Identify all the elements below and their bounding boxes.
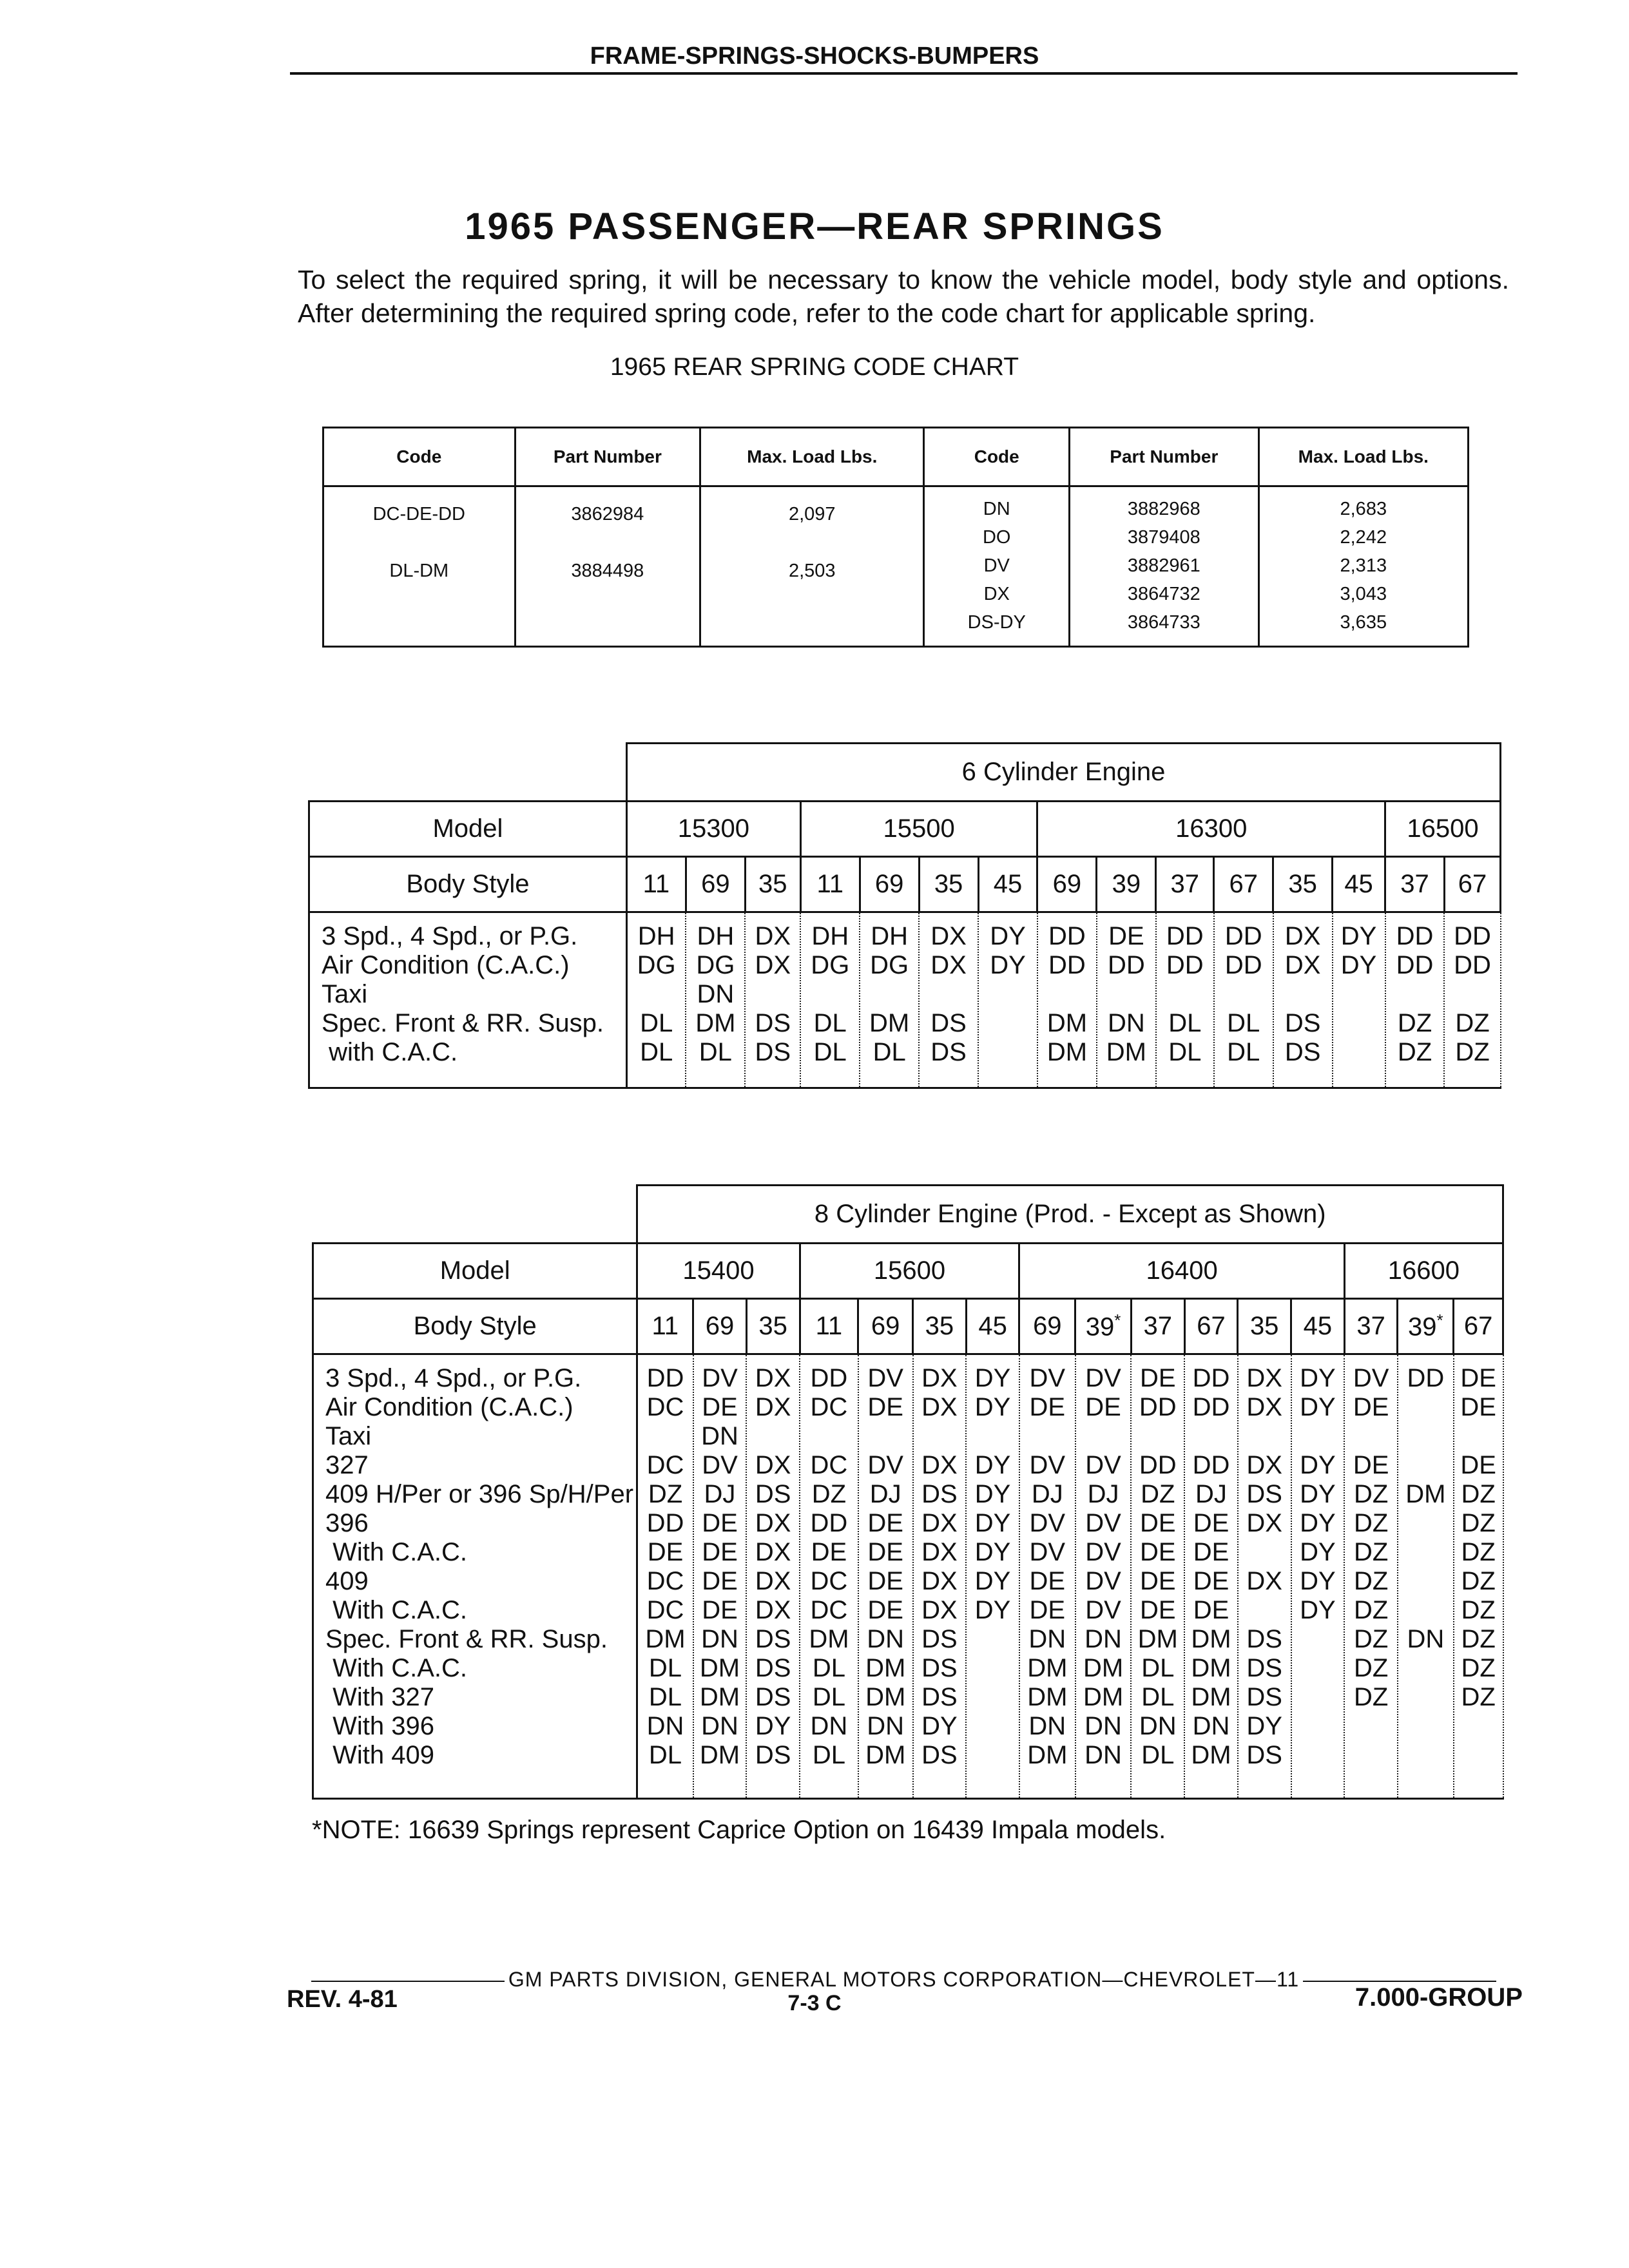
code-chart-title: 1965 REAR SPRING CODE CHART [610,353,1019,381]
code-chart-body-row [323,486,1469,647]
spring-code-column: DV DE DE DZ DZ DZ DZ DZ DZ DZ DZ [1344,1354,1398,1799]
model-label: Model [313,1244,637,1299]
spring-code-column: DY DY DY DY DY DY DY DY [1291,1354,1345,1799]
left-part-numbers: 3862984 3884498 [515,486,700,647]
revision-label: REV. 4-81 [287,1986,398,2013]
footer-rule-left [311,1981,505,1982]
spring-code-column: DX DX DS DS [745,912,800,1088]
body-style: 67 [1444,857,1500,912]
spring-code-column: DD DM DN [1398,1354,1454,1799]
spring-code-column: DV DE DV DJ DV DV DE DE DN DM DM DN DM [1019,1354,1075,1799]
body-style: 45 [1333,857,1385,912]
spring-code-column: DH DG DN DM DL [686,912,745,1088]
spring-code-column: DY DY [1333,912,1385,1088]
six-spring-codes-row [309,912,1501,1088]
spring-code-column: DX DX DX DS DX DX DS DS DS DY DS [1238,1354,1291,1799]
code-header: Code [323,428,516,486]
spring-code-column: DX DX DX DS DX DX DX DX DS DS DS DY DS [746,1354,800,1799]
footer-rule-right [1303,1981,1496,1982]
left-codes: DC-DE-DD DL-DM [323,486,516,647]
spring-code-column: DH DG DL DL [800,912,860,1088]
body-style: 39 [1097,857,1156,912]
spring-code-column: DD DD DZ DZ [1385,912,1445,1088]
eight-engine-row [313,1186,1503,1244]
body-style-label: Body Style [309,857,627,912]
model-label: Model [309,802,627,857]
code-chart-header-row [323,428,1469,486]
spring-code-column: DX DX DS DS [1273,912,1333,1088]
body-style: 35 [1273,857,1333,912]
six-engine-label: 6 Cylinder Engine [626,744,1500,802]
body-style: 45 [966,1299,1019,1354]
asterisk-mark: * [1436,1311,1443,1331]
page-title: 1965 PASSENGER—REAR SPRINGS [465,206,1164,247]
section-header: FRAME-SPRINGS-SHOCKS-BUMPERS [590,43,1039,70]
spring-code-column: DD DD DL DL [1156,912,1214,1088]
page-number: 7-3 C [787,1991,842,2015]
body-style: 67 [1214,857,1273,912]
body-style: 35 [913,1299,967,1354]
body-style: 69 [693,1299,747,1354]
spring-code-column: DD DD DD DJ DE DE DE DE DM DM DM DN DM [1184,1354,1238,1799]
spring-code-column: DX DX DX DS DX DX DX DX DS DS DS DY DS [913,1354,967,1799]
max-load-header: Max. Load Lbs. [700,428,924,486]
body-style: 69 [686,857,745,912]
body-style: 45 [1291,1299,1345,1354]
body-style: 37 [1385,857,1445,912]
body-style: 35 [1238,1299,1291,1354]
six-engine-row [309,744,1501,802]
spring-code-column: DD DC DC DZ DD DE DC DC DM DL DL DN DL [637,1354,693,1799]
option-labels: 3 Spd., 4 Spd., or P.G. Air Condition (C.A.C.) Taxi 327 409 H/Per or 396 Sp/H/Per 396 With C.A.C. 409 With C.A.C. Spec. Front & RR. Susp. With C.A.C. With 327 With 396 With 409 [313,1354,637,1799]
model-number: 15500 [800,802,1037,857]
body-style-label: Body Style [313,1299,637,1354]
spring-code-column: DE DD DN DM [1097,912,1156,1088]
eight-model-row [313,1244,1503,1299]
part-number-header: Part Number [515,428,700,486]
spring-code-column: DV DE DN DV DJ DE DE DE DE DN DM DM DN DM [693,1354,747,1799]
left-max-loads: 2,097 2,503 [700,486,924,647]
spring-code-column: DD DD DM DM [1037,912,1097,1088]
spring-code-column: DY DY DY DY DY DY DY DY [966,1354,1019,1799]
body-style: 37 [1156,857,1214,912]
body-style: 35 [746,1299,800,1354]
body-style: 37 [1131,1299,1184,1354]
body-style: 69 [1037,857,1097,912]
spring-code-column: DX DX DS DS [919,912,978,1088]
eight-body-style-row [313,1299,1503,1354]
body-style: 69 [1019,1299,1075,1354]
body-style: 35 [745,857,800,912]
option-labels: 3 Spd., 4 Spd., or P.G. Air Condition (C.A.C.) Taxi Spec. Front & RR. Susp. with C.A.C. [309,912,627,1088]
body-style-caprice [1398,1299,1454,1354]
body-style: 37 [1344,1299,1398,1354]
code-header: Code [924,428,1070,486]
body-style: 69 [860,857,919,912]
six-cylinder-table [308,742,1501,1089]
body-style: 39 [1408,1312,1437,1341]
eight-engine-label: 8 Cylinder Engine (Prod. - Except as Shown) [637,1186,1503,1244]
intro-paragraph: To select the required spring, it will be necessary to know the vehicle model, body style and options. After determining the required spring code, refer to the code chart for applicable spring. [298,265,1509,328]
spring-code-column: DY DY [978,912,1037,1088]
footer-division [290,1968,1518,1992]
spring-code-column: DD DC DC DZ DD DE DC DC DM DL DL DN DL [800,1354,858,1799]
model-number: 16300 [1037,802,1385,857]
body-style: 67 [1184,1299,1238,1354]
six-model-row [309,802,1501,857]
body-style: 11 [800,857,860,912]
body-style: 11 [800,1299,858,1354]
body-style: 11 [637,1299,693,1354]
spring-code-column: DD DD DL DL [1214,912,1273,1088]
spring-code-column: DH DG DL DL [626,912,686,1088]
model-number: 15300 [626,802,800,857]
header-rule [290,72,1518,75]
asterisk-mark: * [1114,1311,1121,1331]
body-style: 45 [978,857,1037,912]
body-style: 39 [1085,1312,1115,1341]
eight-cylinder-table [312,1184,1504,1800]
caprice-note: *NOTE: 16639 Springs represent Caprice Option on 16439 Impala models. [312,1816,1166,1844]
right-codes: DN DO DV DX DS-DY [924,486,1070,647]
footer-division-text: GM PARTS DIVISION, GENERAL MOTORS CORPORATION—CHEVROLET—11 [508,1968,1300,1991]
model-number: 16500 [1385,802,1501,857]
body-style: 69 [858,1299,913,1354]
model-number: 16600 [1344,1244,1503,1299]
model-number: 16400 [1019,1244,1344,1299]
part-number-header: Part Number [1070,428,1259,486]
body-style-caprice [1075,1299,1132,1354]
spring-code-column: DV DE DV DJ DV DV DV DV DN DM DM DN DN [1075,1354,1132,1799]
body-style: 11 [626,857,686,912]
body-style: 67 [1454,1299,1503,1354]
right-max-loads: 2,683 2,242 2,313 3,043 3,635 [1258,486,1468,647]
spring-code-column: DE DD DD DZ DE DE DE DE DM DL DL DN DL [1131,1354,1184,1799]
spring-code-column: DH DG DM DL [860,912,919,1088]
spring-code-column: DV DE DV DJ DE DE DE DE DN DM DM DN DM [858,1354,913,1799]
eight-spring-codes-row [313,1354,1503,1799]
right-part-numbers: 3882968 3879408 3882961 3864732 3864733 [1070,486,1259,647]
spring-code-column: DD DD DZ DZ [1444,912,1500,1088]
max-load-header: Max. Load Lbs. [1258,428,1468,486]
model-number: 15600 [800,1244,1019,1299]
body-style: 35 [919,857,978,912]
spring-code-chart [322,427,1469,648]
model-number: 15400 [637,1244,800,1299]
group-label: 7.000-GROUP [1354,1983,1523,2012]
spring-code-column: DE DE DE DZ DZ DZ DZ DZ DZ DZ DZ [1454,1354,1503,1799]
six-body-style-row [309,857,1501,912]
